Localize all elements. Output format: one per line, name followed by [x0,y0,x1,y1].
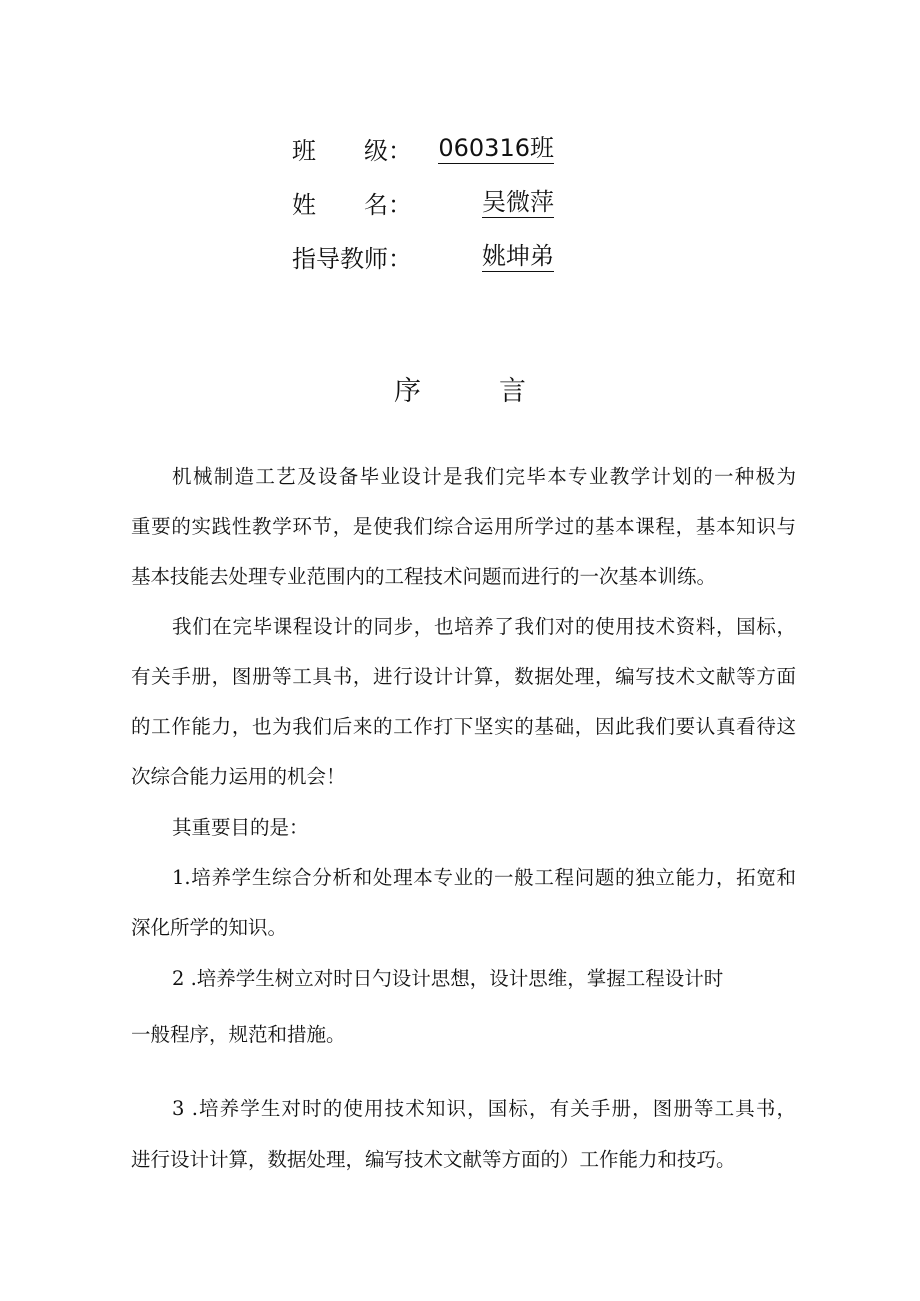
preface-title-char-1: 序 [394,376,421,407]
item1-line-2: 深化所学的知识。 [131,916,288,939]
class-value: 060316班 [438,134,554,162]
purpose-heading: 其重要目的是： [172,816,309,839]
advisor-value: 姚坤弟 [482,242,554,270]
name-row [292,187,554,223]
name-label: 姓 名： [292,191,412,219]
para2-line-3: 的工作能力，也为我们后来的工作打下坚实的基础，因此我们要认真看待这 [131,715,796,738]
class-row [292,133,554,169]
item2-line-1: 2 .培养学生树立对时日勺设计思想，设计思维，掌握工程设计时 [172,967,724,990]
para2-line-2: 有关手册，图册等工具书，进行设计计算，数据处理，编写技术文献等方面 [131,665,796,688]
para1-line-1: 机械制造工艺及设备毕业设计是我们完毕本专业教学计划的一种极为 [172,465,796,488]
advisor-row [292,241,554,277]
para2-line-4: 次综合能力运用的机会！ [131,765,346,788]
item2-line-2: 一般程序，规范和措施。 [131,1023,346,1046]
preface-title [0,372,920,412]
para2-line-1: 我们在完毕课程设计的同步，也培养了我们对的使用技术资料，国标， [172,615,796,638]
para1-line-2: 重要的实践性教学环节，是使我们综合运用所学过的基本课程，基本知识与 [131,515,796,538]
name-value: 吴微萍 [482,188,554,216]
item3-line-1: 3 .培养学生对时的使用技术知识，国标，有关手册，图册等工具书， [172,1097,796,1120]
item3-line-2: 进行设计计算，数据处理，编写技术文献等方面的）工作能力和技巧。 [131,1148,736,1171]
preface-title-char-2: 言 [499,376,526,407]
class-label: 班 级： [292,137,412,165]
advisor-label: 指导教师： [292,245,412,273]
para1-line-3: 基本技能去处理专业范围内的工程技术问题而进行的一次基本训练。 [131,565,717,588]
item1-line-1: 1.培养学生综合分析和处理本专业的一般工程问题的独立能力，拓宽和 [172,866,796,889]
